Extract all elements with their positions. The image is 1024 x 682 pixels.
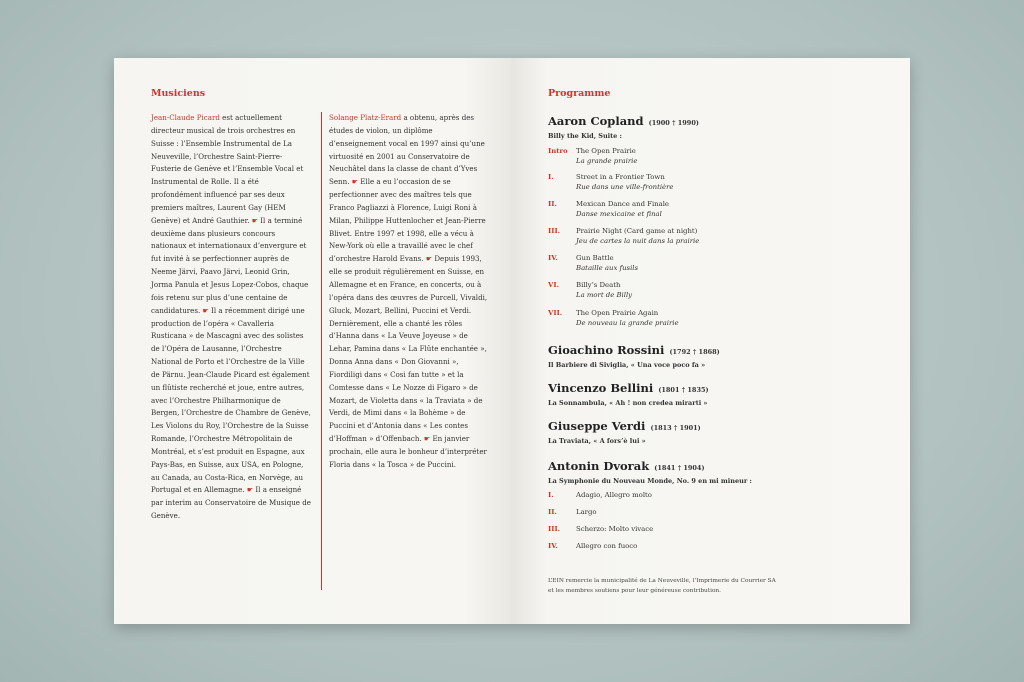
movement-title: Gun Battle [576,254,614,262]
booklet-spread [114,58,910,624]
movement-subtitle: Danse mexicaine et final [576,210,662,218]
pointing-hand-icon: ☛ [425,255,433,264]
composer-name: Giuseppe Verdi [548,419,646,433]
movement-subtitle: Jeu de cartes la nuit dans la prairie [576,237,700,245]
movement-number: II. [548,508,557,516]
bio-platz-part1: a obtenu, après des études de violon, un diplôme d’enseignement vocal en 1997 ainsi qu’une virtuosité en 2001 au Conservatoire de Neuchâtel dans la classe de chant d’Yves Senn. [329,113,485,187]
pointing-hand-icon: ☛ [423,435,431,444]
composer-dates: (1841 † 1904) [654,464,705,472]
movement-title: Billy’s Death [576,281,621,289]
movement-subtitle: De nouveau la grande prairie [576,319,679,327]
movement-number: II. [548,200,557,208]
musiciens-heading: Musiciens [151,88,206,99]
composer-dates: (1801 † 1835) [658,386,709,394]
composer-name: Antonin Dvorak [548,459,650,473]
bio-picard-part3: Il a récemment dirigé une production de l’opéra « Cavalleria Rusticana » de Mascagni avec des solistes de l’Opéra de Lausanne, l’Orchestre National de Porto et l’Orchestre de la Ville de Pärnu. Jean-Claude Picard est également un flûtiste recherché et joue, entre autres, avec l’Orchestre Philharmonique de Bergen, l’Orchestre de Chambre de Genève, Les Violons du Roy, l’Orchestre de la Suisse Romande, l’Orchestre Métropolitain de Montréal, et s’est produit en Espagne, aux Pays-Bas, en Suisse, aux USA, en Pologne, au Canada, au Costa-Rica, en Norvège, au Portugal et en Allemagne. [151,305,311,495]
movement-title: Prairie Night (Card game at night) [576,227,698,235]
pointing-hand-icon: ☛ [251,216,258,225]
composer-work: Billy the Kid, Suite : [548,132,622,140]
acknowledgement-footer [548,576,868,596]
composer-work: Il Barbiere di Siviglia, « Una voce poco fa » [548,361,706,369]
bio-picard [151,112,311,523]
bio-platz-erard [329,112,489,472]
footer-line: L’EIN remercie la municipalité de La Neuveville, l’Imprimerie du Courrier SA [548,578,776,584]
composer-name: Aaron Copland [548,114,644,128]
musician-name-picard: Jean-Claude Picard [151,113,220,122]
movement-title: Street in a Frontier Town [576,173,665,181]
bio-picard-part1: est actuellement directeur musical de trois orchestres en Suisse : l’Ensemble Instrumental de La Neuveville, l’Orchestre Saint-Pierre-Fusterie de Genève et l’Ensemble Vocal et Instrumental de Rolle. Il a été profondément influencé par ses deux premiers maîtres, Laurent Gay (HEM Genève) et André Gauthier. [151,113,304,225]
movement-title: Mexican Dance and Finale [576,200,669,208]
pointing-hand-icon: ☛ [351,178,358,187]
composer-copland [548,110,699,140]
movement-number: I. [548,173,554,181]
movement-number: III. [548,227,561,235]
composer-name: Vincenzo Bellini [548,381,654,395]
movement-title: Allegro con fuoco [576,542,638,550]
footer-line: et les membres soutiens pour leur généreuse contribution. [548,588,722,594]
composer-verdi [548,415,701,445]
movement-number: IV. [548,542,558,550]
right-page [511,58,910,624]
movement-title: Largo [576,508,597,516]
movement-subtitle: La mort de Billy [576,291,633,299]
bio-picard-part2: Il a terminé deuxième dans plusieurs concours nationaux et internationaux d’envergure et fut invité à se perfectionner auprès de Neeme Järvi, Paavo Järvi, Leonid Grin, Jorma Panula et Jesus Lopez-Cobos, chaque fois retenu sur plus d’une centaine de candidatures. [151,215,309,315]
musician-name-platz-erard: Solange Platz-Erard [329,113,402,122]
movement-subtitle: La grande prairie [576,157,638,165]
movement-title: Scherzo: Molto vivace [576,525,654,533]
pointing-hand-icon: ☛ [202,306,209,315]
composer-name: Gioachino Rossini [548,343,665,357]
pointing-hand-icon: ☛ [246,486,254,495]
composer-rossini [548,339,720,369]
movement-title: Adagio, Allegro molto [576,491,652,499]
composer-dvorak [548,455,752,485]
programme-heading: Programme [548,88,611,99]
movement-title: The Open Prairie Again [576,309,659,317]
movement-subtitle: Rue dans une ville-frontière [576,183,674,191]
composer-bellini [548,377,709,407]
composer-dates: (1900 † 1990) [648,119,699,127]
bio-platz-part3: Depuis 1993, elle se produit régulièrement en Suisse, en Allemagne et en France, en concerts, ou à l’opéra dans des œuvres de Purcell, Vivaldi, Gluck, Mozart, Bellini, Puccini et Verdi. Dernièrement, elle a chanté les rôles d’Hanna dans « La Veuve Joyeuse » de Lehar, Pamina dans « La Flûte enchantée », Donna Anna dans « Don Giovanni », Fiordiligi dans « Cosi fan tutte » et la Comtesse dans « Le Nozze di Figaro » de Mozart, de Violetta dans « la Traviata » de Verdi, de Mimi dans « la Bohème » de Puccini et d’Antonia dans « Les contes d’Hoffman » d’Offenbach. [329,254,488,444]
movement-number: IV. [548,254,558,262]
composer-work: La Traviata, « A fors’è lui » [548,437,646,445]
bio-platz-part2: Elle a eu l’occasion de se perfectionner avec des maîtres tels que Franco Pagliazzi à Florence, Luigi Roni à Milan, Philippe Huttenlocher et Jean-Pierre Blivet. Entre 1997 et 1998, elle a vécu à New-York où elle a travaillé avec le chef d’orchestre Harold Evans. [329,177,486,264]
composer-dates: (1792 † 1868) [669,348,720,356]
movement-subtitle: Bataille aux fusils [576,264,639,272]
movement-number: VI. [548,281,559,289]
composer-dates: (1813 † 1901) [650,424,701,432]
movement-title: The Open Prairie [576,147,636,155]
bio-picard-part4: Il a enseigné par interim au Conservatoire de Musique de Genève. [151,485,312,521]
left-page [114,58,511,624]
movement-number: III. [548,525,561,533]
column-divider [321,112,322,590]
composer-work: La Sonnambula, « Ah ! non credea mirarti » [548,399,708,407]
movement-number: I. [548,491,554,499]
composer-work: La Symphonie du Nouveau Monde, No. 9 en mi mineur : [548,477,752,485]
movement-number: VII. [548,309,563,317]
bio-platz-part4: En janvier prochain, elle aura le bonheur d’interpréter Floria dans « la Tosca » de Puccini. [329,434,487,469]
movement-number: Intro [548,147,568,155]
